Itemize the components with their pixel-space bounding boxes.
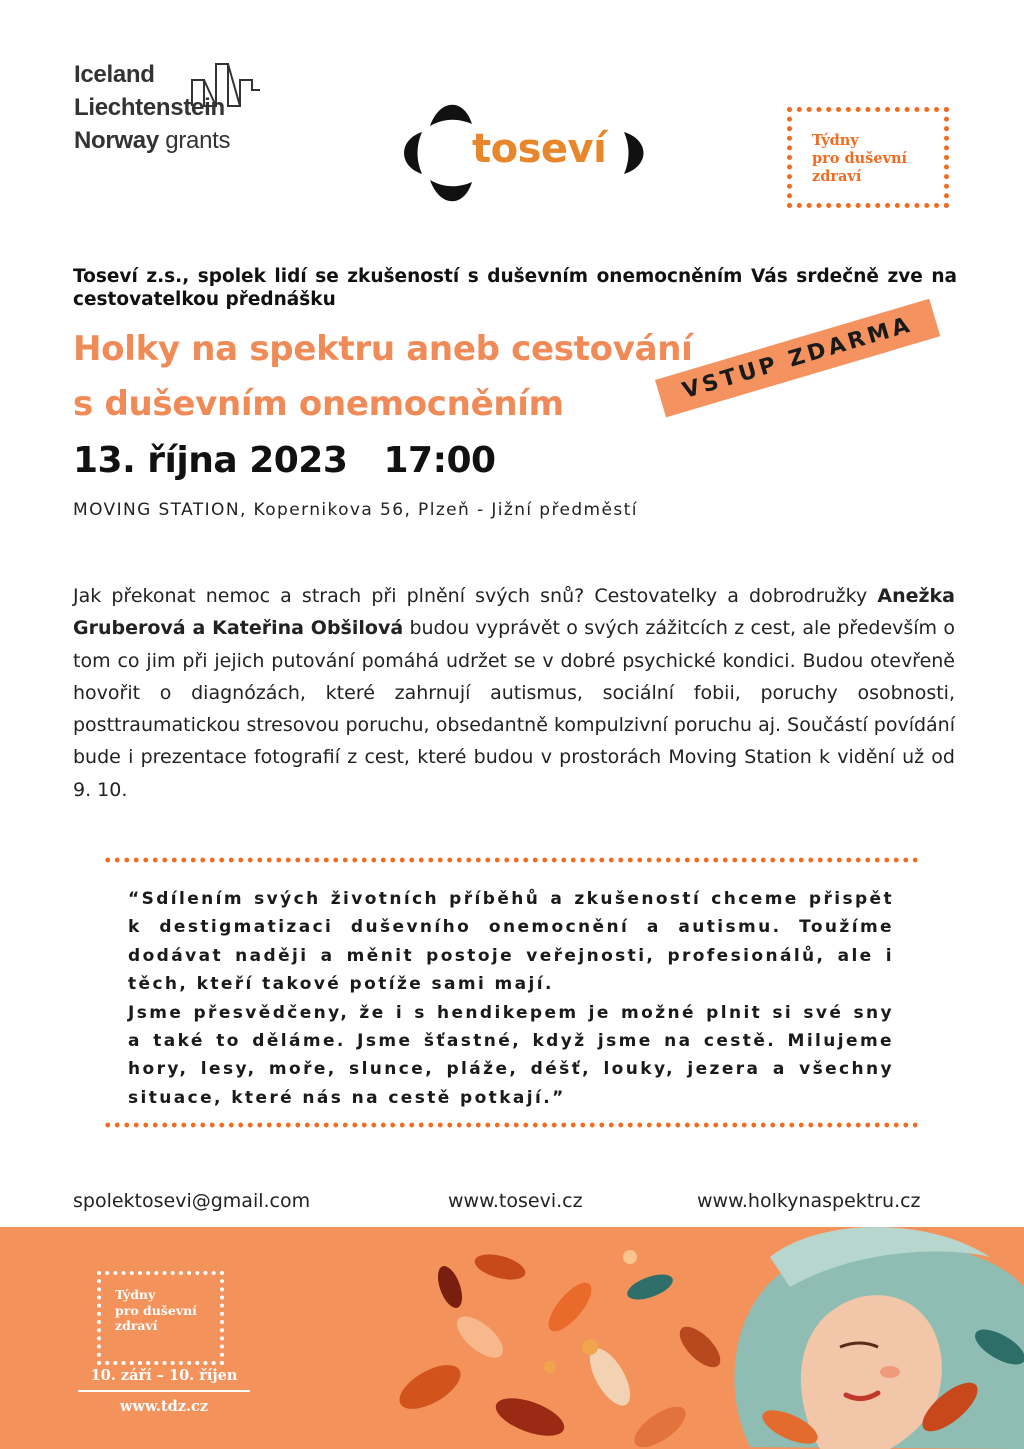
tosevi-wordmark: toseví bbox=[472, 126, 607, 172]
footer-url[interactable]: www.tdz.cz bbox=[119, 1398, 209, 1415]
eea-grants-word: grants bbox=[165, 127, 231, 154]
eea-grants-logo bbox=[74, 58, 274, 198]
speaker-names: Anežka Gruberová a Kateřina Obšilová bbox=[73, 585, 955, 640]
event-title-line-2: s duševním onemocněním bbox=[73, 384, 564, 424]
eea-line-3 bbox=[74, 124, 274, 157]
contact-web-tosevi[interactable]: www.tosevi.cz bbox=[448, 1190, 583, 1212]
tdz-logo-text: Týdny pro duševní zdraví bbox=[812, 132, 908, 185]
event-title-line-1: Holky na spektru aneb cestování bbox=[73, 329, 693, 369]
quote-top-divider bbox=[103, 857, 917, 863]
event-description: Jak překonat nemoc a strach při plnění svých snů? Cestovatelky a dobrodružky Anežka Gruberová a Kateřina Obšilová budou vyprávět o svých zážitcích z cest, ale především o tom co jim při jejich putování pomáhá udržet se v dobré psychické kondici. Budou otevřeně hovořit o diagnózách, které zahrnují autismus, sociální fobii, poruchy osobnosti, posttraumatickou stresovou poruchu, obsedantně kompulzivní poruchu aj. Součástí povídání bude i prezentace fotografií z cest, které budou v prostorách Moving Station k vidění už od 9. 10. bbox=[73, 585, 955, 801]
eea-line-2: Liechtenstein bbox=[74, 94, 225, 121]
event-datetime: 13. října 2023 17:00 bbox=[73, 440, 496, 481]
footer-tdz-logo bbox=[97, 1271, 224, 1365]
event-title bbox=[73, 322, 693, 432]
event-venue: MOVING STATION, Kopernikova 56, Plzeň - Jižní předměstí bbox=[73, 500, 638, 520]
leaves-icon bbox=[393, 1250, 727, 1449]
footer-dates: 10. září – 10. říjen bbox=[90, 1367, 238, 1384]
free-entry-badge: VSTUP ZDARMA bbox=[655, 299, 940, 418]
quote-part-2: Jsme přesvědčeny, že i s hendikepem je možné plnit si své sny a také to děláme. Jsme šťastné, když jsme na cestě. Milujeme hory, lesy, moře, slunce, pláže, déšť, louky, jezera a všechny situace, které nás na cestě potkají.” bbox=[128, 1002, 894, 1108]
quote-bottom-divider bbox=[103, 1122, 917, 1128]
eea-mark-icon bbox=[190, 60, 262, 110]
eea-norway: Norway bbox=[74, 127, 159, 154]
eea-line-1: Iceland bbox=[74, 61, 155, 88]
footer-tdz-text: Týdny pro duševní zdraví bbox=[115, 1287, 197, 1333]
footer-banner bbox=[0, 1227, 1024, 1449]
contact-web-holkynaspektru[interactable]: www.holkynaspektru.cz bbox=[697, 1190, 921, 1212]
footer-divider bbox=[78, 1390, 250, 1392]
tdz-logo bbox=[787, 107, 949, 208]
contact-email[interactable]: spolektosevi@gmail.com bbox=[73, 1190, 311, 1212]
autumn-woman-illustration bbox=[390, 1227, 1024, 1449]
intro-text: Toseví z.s., spolek lidí se zkušeností s duševním onemocněním Vás srdečně zve na cestovatelkou přednášku bbox=[73, 266, 957, 310]
quote-block bbox=[128, 885, 894, 1112]
quote-part-1: “Sdílením svých životních příběhů a zkušeností chceme přispět k destigmatizaci duševního onemocnění a autismu. Toužíme dodávat naději a měnit postoje veřejnosti, profesionálů, ale i těch, kteří takové potíže sami mají. bbox=[128, 889, 894, 995]
tosevi-logo bbox=[392, 96, 657, 210]
